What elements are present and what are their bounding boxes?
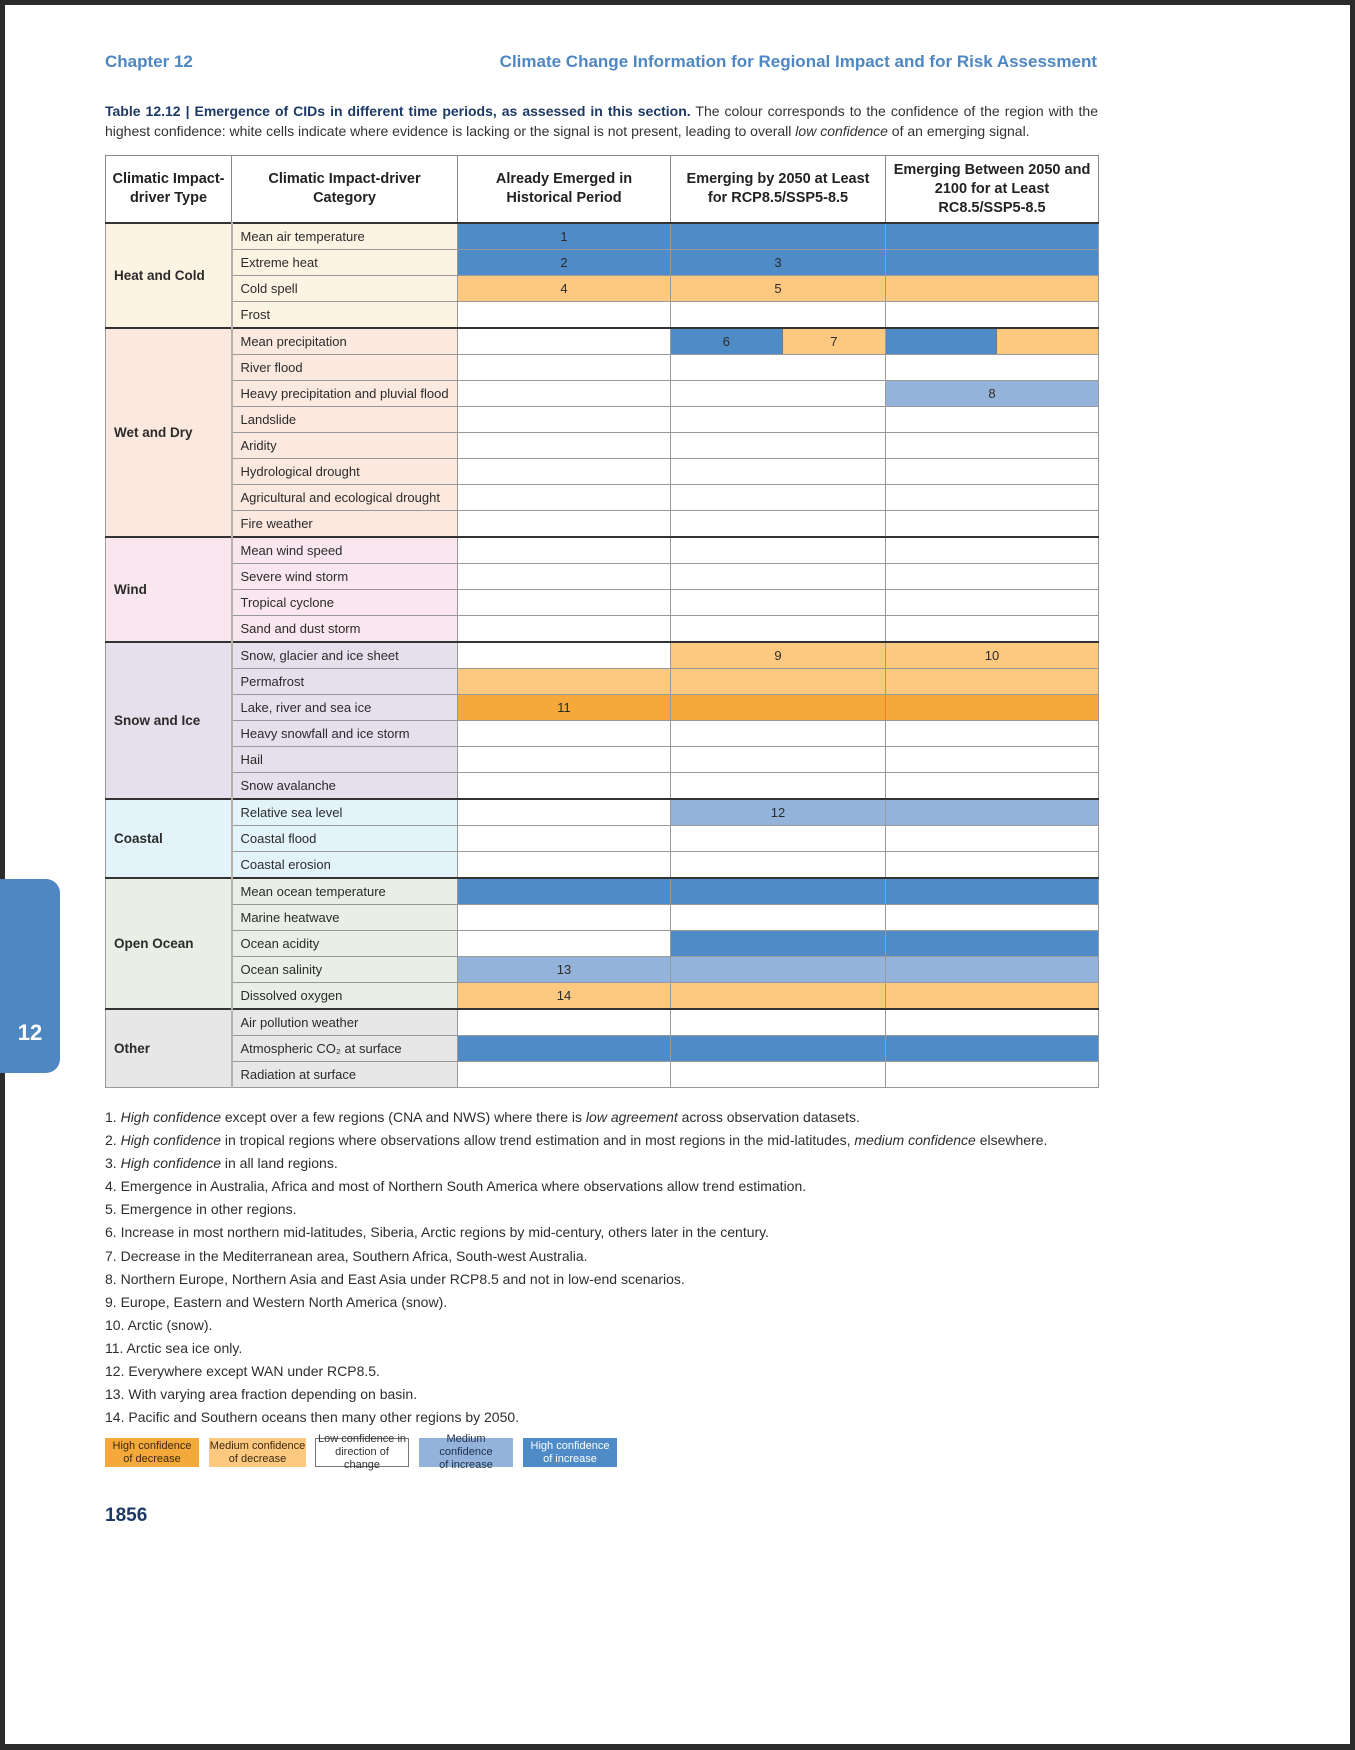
cid-type-cell: Wind [106,537,232,642]
footnote [105,1129,1047,1152]
table-row [106,669,1099,695]
table-header-row [106,156,1099,224]
confidence-cell [671,878,886,905]
confidence-cell: 2 [458,250,671,276]
footnote-text: Pacific and Southern oceans then many other regions by 2050. [128,1409,520,1426]
table-row [106,564,1099,590]
table-row [106,223,1099,250]
footnote [105,1175,1047,1198]
confidence-cell [458,1036,671,1062]
table-row [106,1036,1099,1062]
confidence-cell: 5 [671,276,886,302]
cid-category-cell: Relative sea level [232,799,458,826]
confidence-cell [671,773,886,800]
caption-text-end: of an emerging signal. [887,123,1030,139]
cid-type-cell: Heat and Cold [106,223,232,328]
confidence-cell [886,905,1099,931]
cid-category-cell: Hail [232,747,458,773]
cid-type-cell: Coastal [106,799,232,878]
table-row [106,878,1099,905]
footnote-number: 14. [105,1409,129,1426]
table-row [106,957,1099,983]
confidence-subcell [886,329,997,354]
footnote [105,1268,1047,1291]
footnote-text: With varying area fraction depending on basin. [128,1386,418,1403]
footnote-number: 8. [105,1270,121,1287]
cid-category-cell: Fire weather [232,511,458,538]
confidence-cell [886,537,1099,564]
confidence-cell: 12 [671,799,886,826]
table-row [106,1009,1099,1036]
confidence-cell [458,799,671,826]
confidence-cell [458,773,671,800]
confidence-cell [671,852,886,879]
table-row [106,1062,1099,1088]
cid-category-cell: Mean ocean temperature [232,878,458,905]
col-header-type: Climatic Impact-driver Type [106,156,232,224]
confidence-cell [458,642,671,669]
footnote-number: 4. [105,1178,121,1195]
footnote-text: in tropical regions where observations allow trend estimation and in most regions in the mid-latitudes, [220,1132,855,1149]
cid-category-cell: Atmospheric CO₂ at surface [232,1036,458,1062]
confidence-cell [886,302,1099,329]
table-caption [105,101,1098,141]
table-row [106,381,1099,407]
confidence-cell [671,1009,886,1036]
legend-label-line2: of increase [543,1452,597,1465]
cid-type-cell: Wet and Dry [106,328,232,537]
confidence-cell [671,433,886,459]
table-row [106,852,1099,879]
table-row [106,905,1099,931]
confidence-cell [886,223,1099,250]
cid-category-cell: Snow avalanche [232,773,458,800]
legend-label-line1: Medium confidence [209,1439,306,1452]
confidence-cell [458,590,671,616]
table-row [106,511,1099,538]
confidence-cell [458,537,671,564]
footnote-italic: low agreement [585,1109,678,1125]
confidence-cell [458,485,671,511]
footnote-text: Decrease in the Mediterranean area, Southern Africa, South-west Australia. [120,1247,588,1264]
split-confidence-cell [886,328,1099,355]
confidence-cell [458,826,671,852]
confidence-cell [886,276,1099,302]
footnote [105,1291,1047,1314]
table-row [106,695,1099,721]
cid-category-cell: Radiation at surface [232,1062,458,1088]
table-row [106,250,1099,276]
confidence-cell: 8 [886,381,1099,407]
confidence-cell [886,616,1099,643]
confidence-cell [458,459,671,485]
footnote [105,1314,1047,1337]
confidence-cell: 4 [458,276,671,302]
cid-category-cell: Mean precipitation [232,328,458,355]
confidence-cell [886,721,1099,747]
confidence-cell [458,931,671,957]
col-header-by-2050: Emerging by 2050 at Least for RCP8.5/SSP5-8.5 [671,156,886,224]
cid-category-cell: Ocean salinity [232,957,458,983]
confidence-cell: 3 [671,250,886,276]
footnote [105,1360,1047,1383]
chapter-tab [0,879,60,1073]
table-row [106,433,1099,459]
confidence-subcell: 6 [671,329,783,354]
table-row [106,642,1099,669]
cid-category-cell: Aridity [232,433,458,459]
confidence-cell [458,616,671,643]
table-row [106,616,1099,643]
footnote-text: Arctic sea ice only. [126,1339,243,1356]
confidence-cell [458,905,671,931]
confidence-cell [886,407,1099,433]
cid-category-cell: Marine heatwave [232,905,458,931]
confidence-cell [671,459,886,485]
footnote-text: Arctic (snow). [127,1316,213,1333]
legend-item [105,1438,199,1467]
cid-type-cell: Other [106,1009,232,1088]
legend-label-line2: direction of change [335,1446,389,1471]
confidence-cell: 11 [458,695,671,721]
confidence-cell [458,407,671,433]
confidence-cell [458,669,671,695]
confidence-cell [458,1062,671,1088]
confidence-cell [671,957,886,983]
footnote [105,1152,1047,1175]
footnote-text: Emergence in Australia, Africa and most of Northern South America where observations allow trend estimation. [120,1178,807,1195]
confidence-cell [886,931,1099,957]
footnote-text: Northern Europe, Northern Asia and East Asia under RCP8.5 and not in low-end scenarios. [120,1270,685,1287]
confidence-cell [671,983,886,1010]
confidence-cell [671,355,886,381]
confidence-cell: 10 [886,642,1099,669]
confidence-cell [671,381,886,407]
confidence-cell [671,905,886,931]
confidence-cell [671,223,886,250]
footnote-text: Emergence in other regions. [120,1201,297,1218]
table-row [106,983,1099,1010]
chapter-tab-number: 12 [17,1020,43,1045]
cid-type-cell: Open Ocean [106,878,232,1009]
confidence-cell [886,564,1099,590]
cid-category-cell: Dissolved oxygen [232,983,458,1010]
confidence-cell [886,590,1099,616]
document-page [5,5,1350,1744]
table-row [106,485,1099,511]
footnote-number: 3. [105,1155,121,1172]
footnote [105,1245,1047,1268]
confidence-subcell [997,329,1098,354]
confidence-cell [458,878,671,905]
confidence-cell [886,433,1099,459]
footnote-text: Europe, Eastern and Western North America (snow). [120,1293,448,1310]
table-row [106,931,1099,957]
table-body [106,223,1099,1088]
legend-label-line1: Low confidence in [317,1433,407,1445]
confidence-cell: 14 [458,983,671,1010]
table-row [106,407,1099,433]
confidence-cell [458,433,671,459]
confidence-cell [458,721,671,747]
confidence-cell [886,669,1099,695]
cid-category-cell: Mean air temperature [232,223,458,250]
table-row [106,590,1099,616]
confidence-cell [886,355,1099,381]
cid-category-cell: Air pollution weather [232,1009,458,1036]
cid-category-cell: Mean wind speed [232,537,458,564]
confidence-cell [671,302,886,329]
confidence-cell [671,616,886,643]
cid-category-cell: Coastal erosion [232,852,458,879]
page-number: 1856 [105,1505,148,1526]
confidence-legend [105,1433,627,1471]
split-confidence-cell [671,328,886,355]
legend-item [315,1433,409,1471]
cid-category-cell: River flood [232,355,458,381]
footnote-number: 10. [105,1316,128,1333]
cid-category-cell: Severe wind storm [232,564,458,590]
legend-label-line2: of increase [439,1459,493,1471]
confidence-cell [886,799,1099,826]
confidence-cell [458,511,671,538]
footnote-number: 2. [105,1132,121,1149]
footnote [105,1198,1047,1221]
confidence-subcell: 7 [783,329,885,354]
cid-category-cell: Extreme heat [232,250,458,276]
footnote-italic: High confidence [120,1155,221,1172]
confidence-cell [886,1062,1099,1088]
footnote-text: across observation datasets. [677,1109,860,1125]
confidence-cell: 13 [458,957,671,983]
confidence-cell [458,328,671,355]
cid-category-cell: Coastal flood [232,826,458,852]
footnote-number: 6. [105,1224,121,1241]
table-row [106,773,1099,800]
confidence-cell [886,878,1099,905]
footnote-number: 11. [105,1339,127,1356]
table-row [106,537,1099,564]
confidence-cell [671,747,886,773]
table-row [106,276,1099,302]
footnote [105,1406,1047,1429]
confidence-cell [671,564,886,590]
confidence-cell [671,407,886,433]
table-row [106,459,1099,485]
confidence-cell [458,852,671,879]
confidence-cell [671,669,886,695]
confidence-cell [671,826,886,852]
confidence-cell [886,852,1099,879]
cid-emergence-table [105,155,1099,1088]
footnote-number: 12. [105,1363,129,1380]
footnote-number: 5. [105,1201,121,1218]
table-row [106,302,1099,329]
legend-item [523,1438,617,1467]
cid-type-cell: Snow and Ice [106,642,232,799]
confidence-cell [671,511,886,538]
confidence-cell [671,537,886,564]
col-header-category: Climatic Impact-driver Category [232,156,458,224]
confidence-cell [886,826,1099,852]
confidence-cell [458,1009,671,1036]
caption-text: The colour corresponds to the confidence of the region with the highest confidence: white cells indicate where evidence is lacking or the signal is not present, leading to overall [105,103,1098,139]
table-row [106,826,1099,852]
footnote-number: 13. [105,1386,129,1403]
table-row [106,747,1099,773]
footnote [105,1106,1047,1129]
confidence-cell [458,381,671,407]
table-row [106,328,1099,355]
legend-label-line1: Medium confidence [439,1433,493,1458]
confidence-cell [886,773,1099,800]
footnote-italic: High confidence [120,1132,221,1149]
footnote-italic: medium confidence [854,1132,976,1149]
col-header-historical: Already Emerged in Historical Period [458,156,671,224]
confidence-cell [886,695,1099,721]
footnote [105,1383,1047,1406]
footnote-text: elsewhere. [975,1132,1048,1149]
confidence-cell [458,302,671,329]
footnote [105,1337,1047,1360]
cid-category-cell: Heavy snowfall and ice storm [232,721,458,747]
confidence-cell [458,564,671,590]
confidence-cell: 9 [671,642,886,669]
confidence-cell [886,957,1099,983]
table-row [106,721,1099,747]
footnote-italic: High confidence [120,1109,221,1125]
footnote-text: except over a few regions (CNA and NWS) where there is [220,1109,586,1125]
confidence-cell [886,485,1099,511]
confidence-cell: 1 [458,223,671,250]
confidence-cell [458,355,671,381]
footnote-text: in all land regions. [220,1155,338,1172]
footnote-number: 9. [105,1293,121,1310]
confidence-cell [671,1062,886,1088]
footnote-number: 7. [105,1247,121,1264]
cid-category-cell: Lake, river and sea ice [232,695,458,721]
table-row [106,799,1099,826]
cid-category-cell: Sand and dust storm [232,616,458,643]
caption-italic: low confidence [795,123,888,139]
cid-category-cell: Agricultural and ecological drought [232,485,458,511]
confidence-cell [886,983,1099,1010]
confidence-cell [671,1036,886,1062]
cid-category-cell: Ocean acidity [232,931,458,957]
confidence-cell [886,1009,1099,1036]
confidence-cell [671,590,886,616]
confidence-cell [886,459,1099,485]
legend-item [419,1433,513,1471]
legend-item [209,1438,306,1467]
confidence-cell [886,511,1099,538]
legend-label-line2: of decrease [123,1452,181,1465]
footnote-text: Everywhere except WAN under RCP8.5. [128,1363,380,1380]
legend-label-line1: High confidence [530,1439,610,1452]
legend-label-line1: High confidence [112,1439,192,1452]
cid-category-cell: Permafrost [232,669,458,695]
chapter-label: Chapter 12 [105,52,193,71]
footnotes [105,1106,1047,1429]
cid-category-cell: Heavy precipitation and pluvial flood [232,381,458,407]
legend-label-line2: of decrease [228,1452,287,1465]
cid-category-cell: Hydrological drought [232,459,458,485]
confidence-cell [671,695,886,721]
confidence-cell [886,1036,1099,1062]
footnote-number: 1. [105,1109,121,1125]
confidence-cell [458,747,671,773]
footnote [105,1221,1047,1244]
cid-category-cell: Tropical cyclone [232,590,458,616]
confidence-cell [886,250,1099,276]
col-header-2050-2100: Emerging Between 2050 and 2100 for at Least RC8.5/SSP5-8.5 [886,156,1099,224]
cid-category-cell: Cold spell [232,276,458,302]
confidence-cell [671,485,886,511]
caption-lead: Table 12.12 | Emergence of CIDs in different time periods, as assessed in this section. [105,103,691,119]
cid-category-cell: Frost [232,302,458,329]
footnote-text: Increase in most northern mid-latitudes, Siberia, Arctic regions by mid-century, others later in the century. [120,1224,770,1241]
confidence-cell [671,931,886,957]
cid-category-cell: Landslide [232,407,458,433]
chapter-title: Climate Change Information for Regional Impact and for Risk Assessment [499,52,1097,71]
confidence-cell [671,721,886,747]
table-row [106,355,1099,381]
cid-category-cell: Snow, glacier and ice sheet [232,642,458,669]
confidence-cell [886,747,1099,773]
